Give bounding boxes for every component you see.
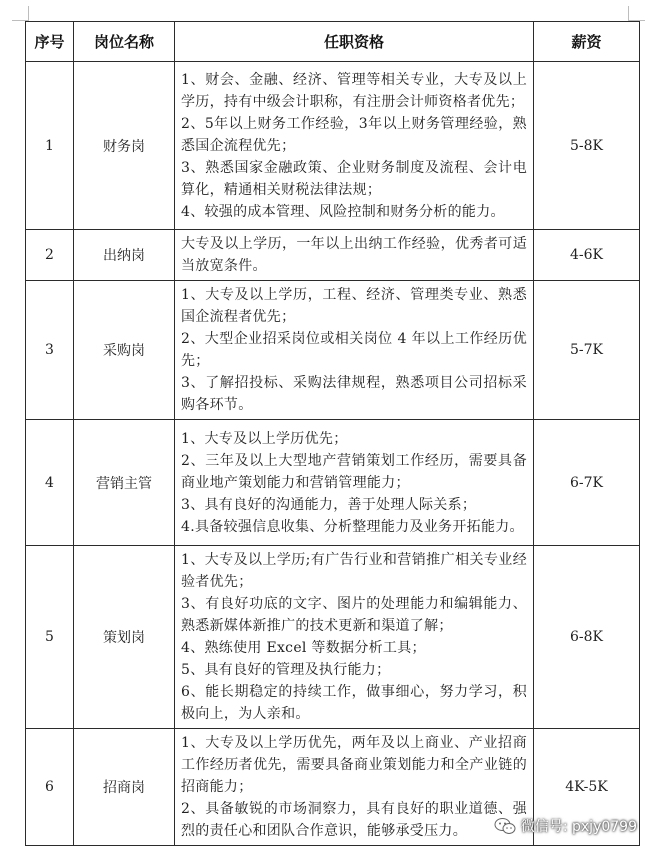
row-requirements [175, 62, 534, 230]
requirement-line: 3、了解招投标、采购法律规程，熟悉项目公司招标采购各环节。 [181, 375, 527, 413]
row-salary: 5-7K [534, 281, 640, 420]
row-position: 财务岗 [74, 62, 175, 230]
header-index: 序号 [26, 22, 74, 62]
row-requirements [175, 546, 534, 729]
row-requirements [175, 420, 534, 546]
requirement-line: 4、较强的成本管理、风险控制和财务分析的能力。 [181, 203, 505, 220]
requirement-line: 1、大专及以上学历;有广告行业和营销推广相关专业经验者优先； [181, 552, 527, 590]
table-row [26, 546, 640, 729]
wechat-watermark [494, 816, 637, 836]
row-requirements [175, 281, 534, 420]
page-corner-mark-left [12, 6, 29, 21]
row-index: 4 [26, 420, 74, 546]
requirement-line: 2、5年以上财务工作经验，3年以上财务管理经验，熟悉国企流程优先； [181, 115, 527, 154]
requirement-line: 1、大专及以上学历优先； [181, 430, 348, 447]
header-requirements: 任职资格 [175, 22, 534, 62]
row-position: 出纳岗 [74, 230, 175, 281]
row-position: 采购岗 [74, 281, 175, 420]
requirement-line: 4、熟练使用 Excel 等数据分析工具； [181, 640, 426, 656]
table-row [26, 230, 640, 281]
table-row [26, 420, 640, 546]
table-row [26, 62, 640, 230]
row-salary: 4-6K [534, 230, 640, 281]
requirement-line: 3、具有良好的沟通能力，善于处理人际关系； [181, 496, 477, 513]
row-position: 策划岗 [74, 546, 175, 729]
watermark-text: 微信号: pxjy0799 [520, 819, 637, 835]
requirement-line: 4.具备较强信息收集、分析整理能力及业务开拓能力。 [181, 518, 524, 535]
page-corner-mark-right [628, 6, 645, 21]
row-index: 3 [26, 281, 74, 420]
row-position: 营销主管 [74, 420, 175, 546]
header-position: 岗位名称 [74, 22, 175, 62]
requirement-line: 3、有良好功底的文字、图片的处理能力和编辑能力、熟悉新媒体新推广的技术更新和渠道了解； [181, 596, 527, 634]
wechat-icon [494, 817, 516, 835]
requirement-line: 2、三年及以上大型地产营销策划工作经历，需要具备商业地产策划能力和营销管理能力； [181, 452, 527, 491]
requirement-line: 5、具有良好的管理及执行能力； [181, 662, 391, 678]
table-row [26, 281, 640, 420]
requirement-line: 2、具备敏锐的市场洞察力，具有良好的职业道德、强烈的责任心和团队合作意识，能够承受压力。 [181, 801, 527, 839]
header-salary: 薪资 [534, 22, 640, 62]
requirement-line: 1、大专及以上学历，工程、经济、管理类专业、熟悉国企流程者优先； [181, 287, 527, 325]
row-index: 5 [26, 546, 74, 729]
table-header-row [26, 22, 640, 62]
requirement-line: 1、财会、金融、经济、管理等相关专业，大专及以上学历，持有中级会计职称，有注册会计师资格者优先； [181, 71, 527, 110]
row-position: 招商岗 [74, 729, 175, 846]
row-salary: 6-8K [534, 546, 640, 729]
requirement-line: 6、能长期稳定的持续工作，做事细心，努力学习，积极向上，为人亲和。 [181, 684, 527, 722]
row-salary: 4K-5K [534, 729, 640, 846]
requirement-line: 1、大专及以上学历优先，两年及以上商业、产业招商工作经历者优先，需要具备商业策划能力和全产业链的招商能力； [181, 735, 527, 795]
requirement-line: 3、熟悉国家金融政策、企业财务制度及流程、会计电算化，精通相关财税法律法规； [181, 159, 527, 198]
row-index: 6 [26, 729, 74, 846]
row-index: 1 [26, 62, 74, 230]
requirement-line: 2、大型企业招采岗位或相关岗位 4 年以上工作经历优先； [181, 331, 527, 369]
requirement-line: 大专及以上学历，一年以上出纳工作经验，优秀者可适当放宽条件。 [181, 236, 527, 274]
row-salary: 6-7K [534, 420, 640, 546]
row-requirements [175, 729, 534, 846]
row-requirements [175, 230, 534, 281]
job-positions-table [25, 21, 640, 846]
row-index: 2 [26, 230, 74, 281]
row-salary: 5-8K [534, 62, 640, 230]
